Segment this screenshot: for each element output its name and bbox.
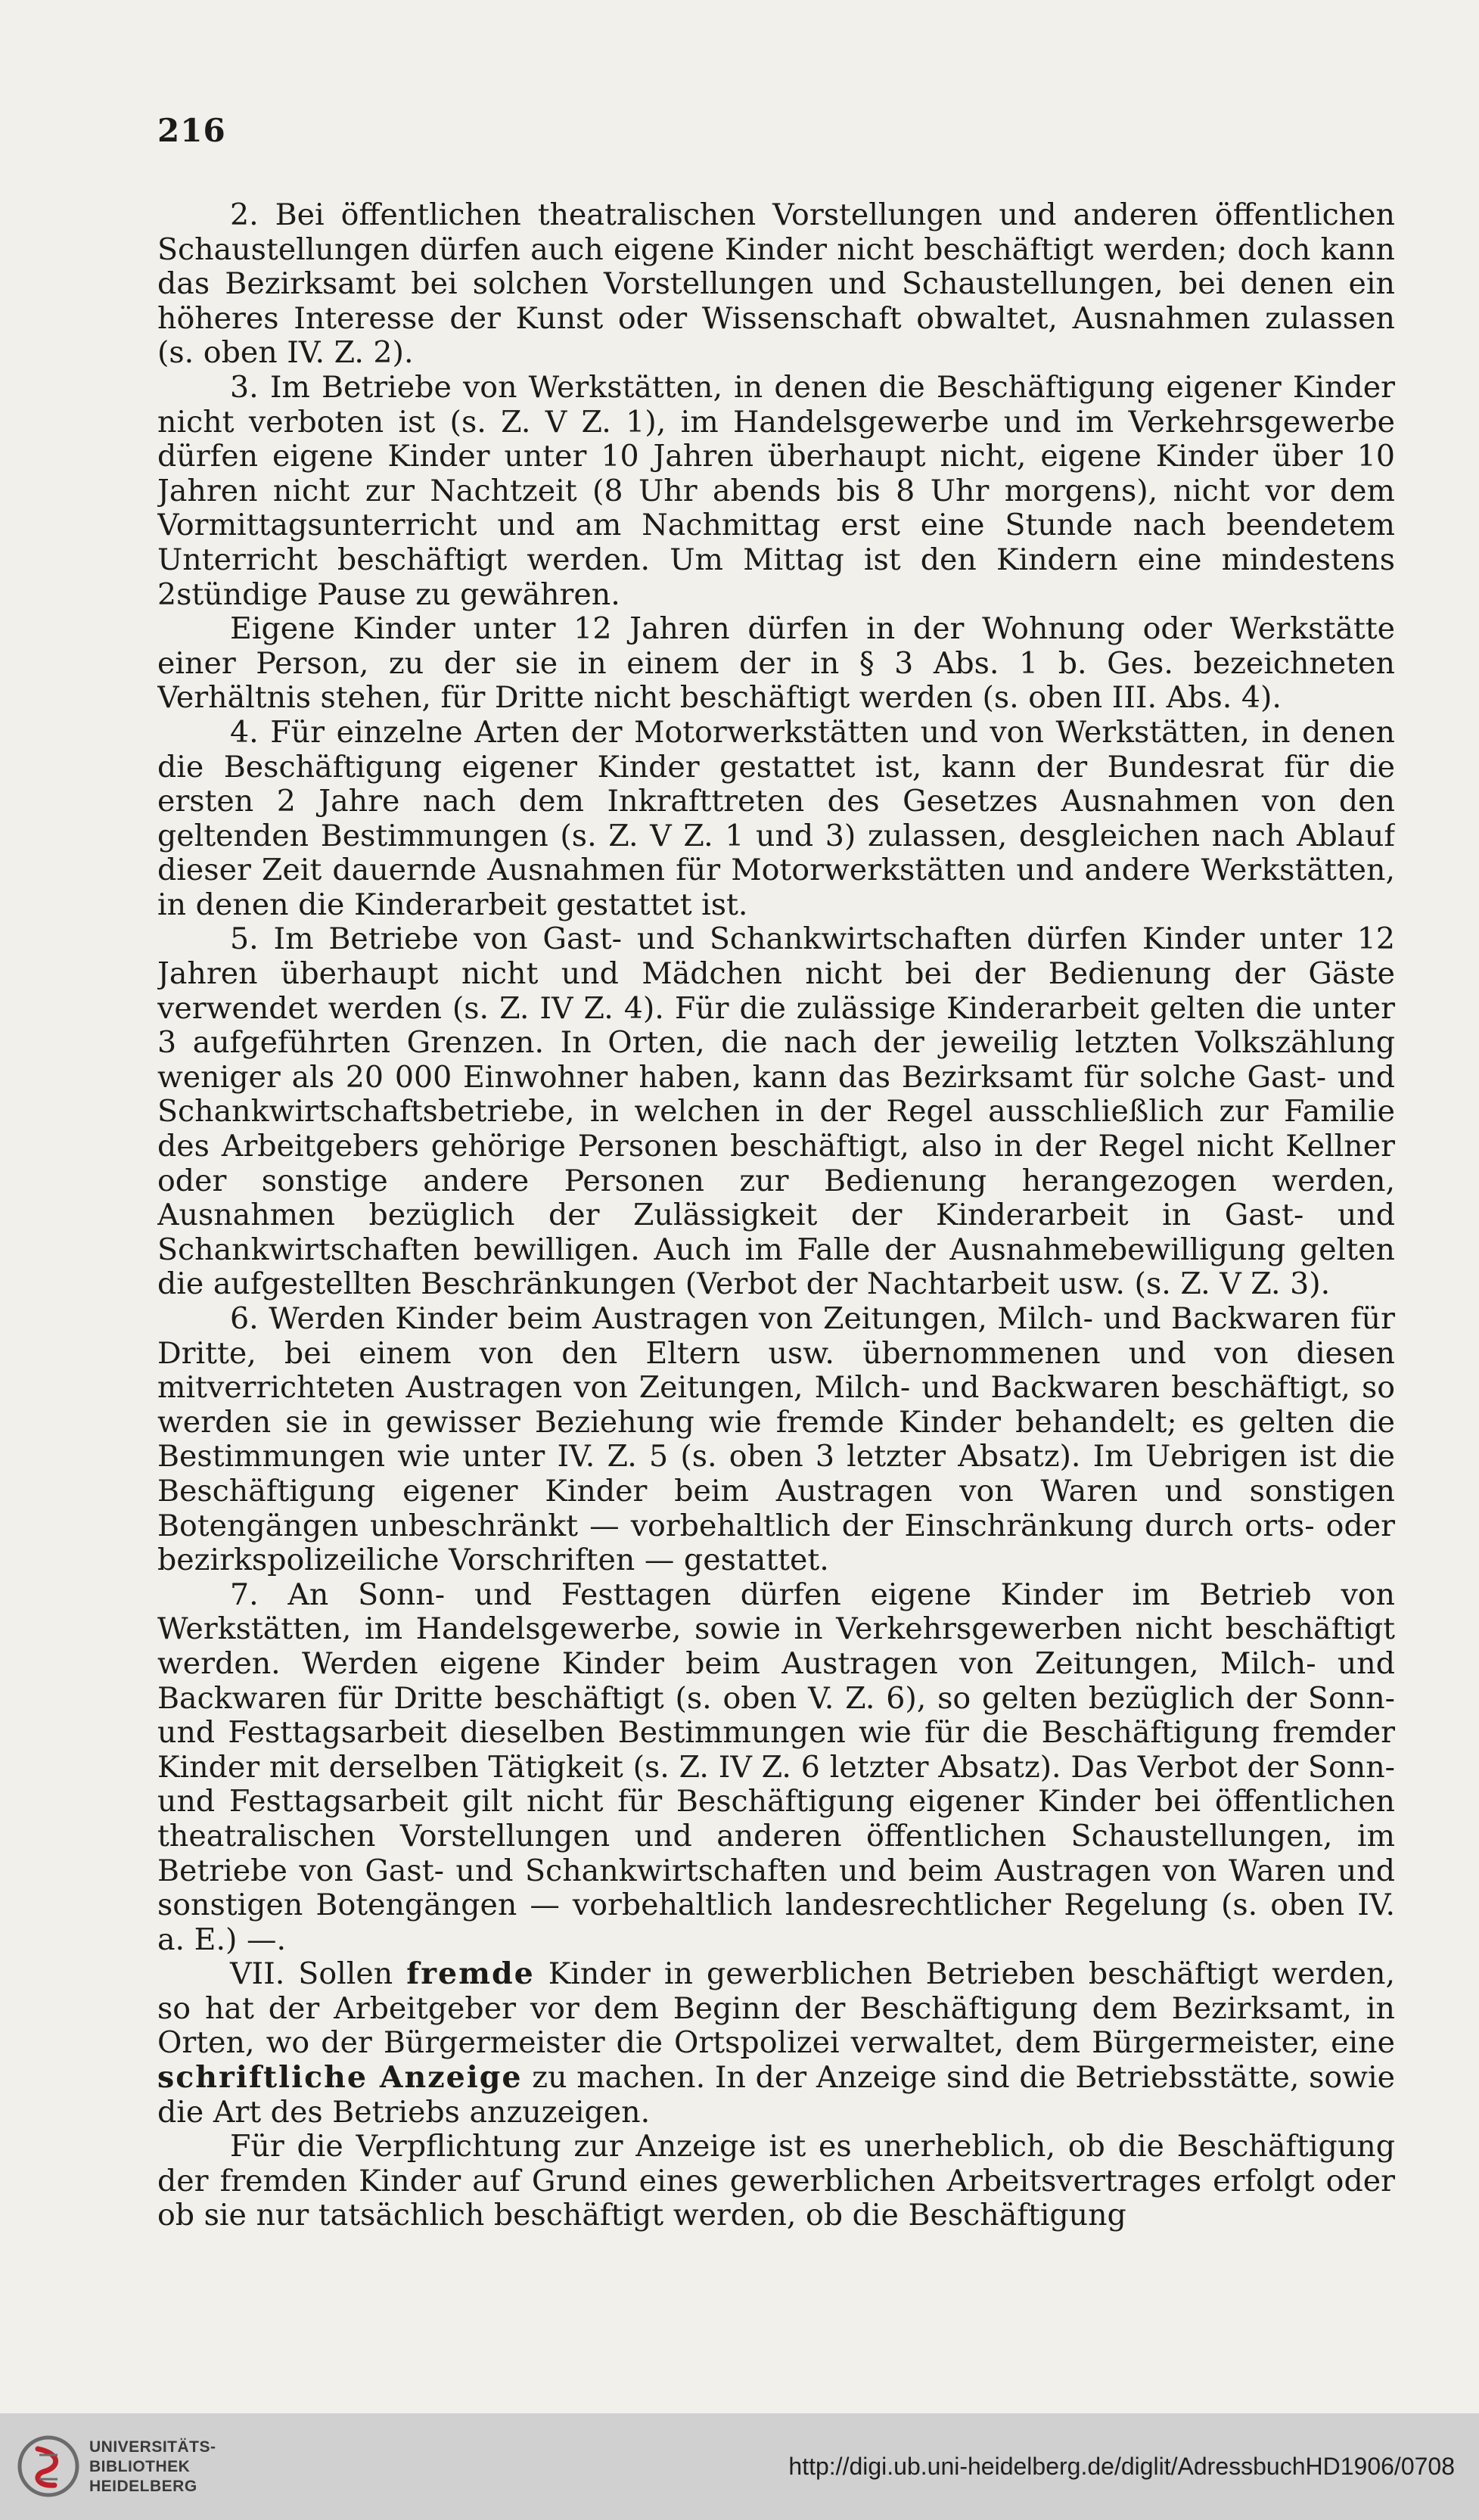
paragraph-vii <box>157 1957 1395 2130</box>
paragraph-eigene-kinder: Eigene Kinder unter 12 Jahren dürfen in der Wohnung oder Werkstätte einer Person, zu der sie in einem der in § 3 Abs. 1 b. Ges. bezeichneten Verhältnis stehen, für Dritte nicht beschäftigt werden (s. oben III. Abs. 4). <box>157 611 1395 716</box>
section-vii-tail: zu machen. In der Anzeige sind die Betriebsstätte, sowie die Art des Betriebs anzuzeigen. <box>157 2060 1395 2130</box>
paragraph-2: 2. Bei öffentlichen theatralischen Vorstellungen und anderen öffentlichen Schaustellungen dürfen auch eigene Kinder nicht beschäftigt werden; doch kann das Bezirksamt bei solchen Vorstellungen und Schaustellungen, bei denen ein höheres Interesse der Kunst oder Wissenschaft obwaltet, Ausnahmen zulassen (s. oben IV. Z. 2). <box>157 198 1395 371</box>
paragraph-anzeige: Für die Verpflichtung zur Anzeige ist es unerheblich, ob die Beschäftigung der fremden Kinder auf Grund eines gewerblichen Arbeitsvertrages erfolgt oder ob sie nur tatsächlich beschäftigt werden, ob die Beschäftigung <box>157 2129 1395 2233</box>
footer-bar <box>0 2413 1479 2520</box>
section-vii-middle: Kinder in gewerblichen Betrieben beschäftigt werden, so hat der Arbeitgeber vor dem Beginn der Beschäftigung dem Bezirksamt, in Orten, wo der Bürgermeister die Ortspolizei verwaltet, dem Bürgermeister, eine <box>157 1956 1395 2061</box>
library-name <box>89 2438 216 2497</box>
section-vii-lead: VII. Sollen <box>230 1956 407 1992</box>
library-name-line-3: HEIDELBERG <box>89 2478 197 2495</box>
emphasis-schriftliche-anzeige: schriftliche Anzeige <box>157 2060 523 2096</box>
source-url-link[interactable]: http://digi.ub.uni-heidelberg.de/diglit/AdressbuchHD1906/0708 <box>788 2453 1455 2480</box>
library-name-line-1: UNIVERSITÄTS- <box>89 2438 216 2456</box>
paragraph-6: 6. Werden Kinder beim Austragen von Zeitungen, Milch- und Backwaren für Dritte, bei einem von den Eltern usw. übernommenen und von diesen mitverrichteten Austragen von Zeitungen, Milch- und Backwaren beschäftigt, so werden sie in gewisser Beziehung wie fremde Kinder behandelt; es gelten die Bestimmungen wie unter IV. Z. 5 (s. oben 3 letzter Absatz). Im Uebrigen ist die Beschäftigung eigener Kinder beim Austragen von Waren und sonstigen Botengängen unbeschränkt — vorbehaltlich der Einschränkung durch orts- oder bezirkspolizeiliche Vorschriften — gestattet. <box>157 1301 1395 1578</box>
paragraph-4: 4. Für einzelne Arten der Motorwerkstätten und von Werkstätten, in denen die Beschäftigung eigener Kinder gestattet ist, kann der Bundesrat für die ersten 2 Jahre nach dem Inkrafttreten des Gesetzes Ausnahmen von den geltenden Bestimmungen (s. Z. V Z. 1 und 3) zulassen, desgleichen nach Ablauf dieser Zeit dauernde Ausnahmen für Motorwerkstätten und andere Werkstätten, in denen die Kinderarbeit gestattet ist. <box>157 714 1395 922</box>
body-text <box>157 198 1395 2368</box>
paragraph-3: 3. Im Betriebe von Werkstätten, in denen die Beschäftigung eigener Kinder nicht verboten ist (s. Z. V Z. 1), im Handelsgewerbe und im Verkehrsgewerbe dürfen eigene Kinder unter 10 Jahren überhaupt nicht, eigene Kinder über 10 Jahren nicht zur Nachtzeit (8 Uhr abends bis 8 Uhr morgens), nicht vor dem Vormittagsunterricht und am Nachmittag erst eine Stunde nach beendetem Unterricht beschäftigt werden. Um Mittag ist den Kindern eine mindestens 2stündige Pause zu gewähren. <box>157 369 1395 612</box>
university-library-logo-icon <box>17 2432 80 2500</box>
page-number: 216 <box>157 112 226 149</box>
library-name-line-2: BIBLIOTHEK <box>89 2458 191 2475</box>
emphasis-fremde: fremde <box>406 1956 535 1992</box>
paragraph-7: 7. An Sonn- und Festtagen dürfen eigene Kinder im Betrieb von Werkstätten, im Handelsgewerbe, sowie in Verkehrsgewerben nicht beschäftigt werden. Werden eigene Kinder beim Austragen von Zeitungen, Milch- und Backwaren für Dritte beschäftigt (s. oben V. Z. 6), so gelten bezüglich der Sonn- und Festtagsarbeit dieselben Bestimmungen wie für die Beschäftigung fremder Kinder mit derselben Tätigkeit (s. Z. IV Z. 6 letzter Absatz). Das Verbot der Sonn- und Festtagsarbeit gilt nicht für Beschäftigung eigener Kinder bei öffentlichen theatralischen Vorstellungen und anderen öffentlichen Schaustellungen, im Betriebe von Gast- und Schankwirtschaften und beim Austragen von Waren und sonstigen Botengängen — vorbehaltlich landesrechtlicher Regelung (s. oben IV. a. E.) —. <box>157 1577 1395 1957</box>
paragraph-5: 5. Im Betriebe von Gast- und Schankwirtschaften dürfen Kinder unter 12 Jahren überhaupt nicht und Mädchen nicht bei der Bedienung der Gäste verwendet werden (s. Z. IV Z. 4). Für die zulässige Kinderarbeit gelten die unter 3 aufgeführten Grenzen. In Orten, die nach der jeweilig letzten Volkszählung weniger als 20 000 Einwohner haben, kann das Bezirksamt für solche Gast- und Schankwirtschaftsbetriebe, in welchen in der Regel ausschließlich zur Familie des Arbeitgebers gehörige Personen beschäftigt, also in der Regel nicht Kellner oder sonstige andere Personen zur Bedienung herangezogen werden, Ausnahmen bezüglich der Zulässigkeit der Kinderarbeit in Gast- und Schankwirtschaften bewilligen. Auch im Falle der Ausnahmebewilligung gelten die aufgestellten Beschränkungen (Verbot der Nachtarbeit usw. (s. Z. V Z. 3). <box>157 921 1395 1302</box>
